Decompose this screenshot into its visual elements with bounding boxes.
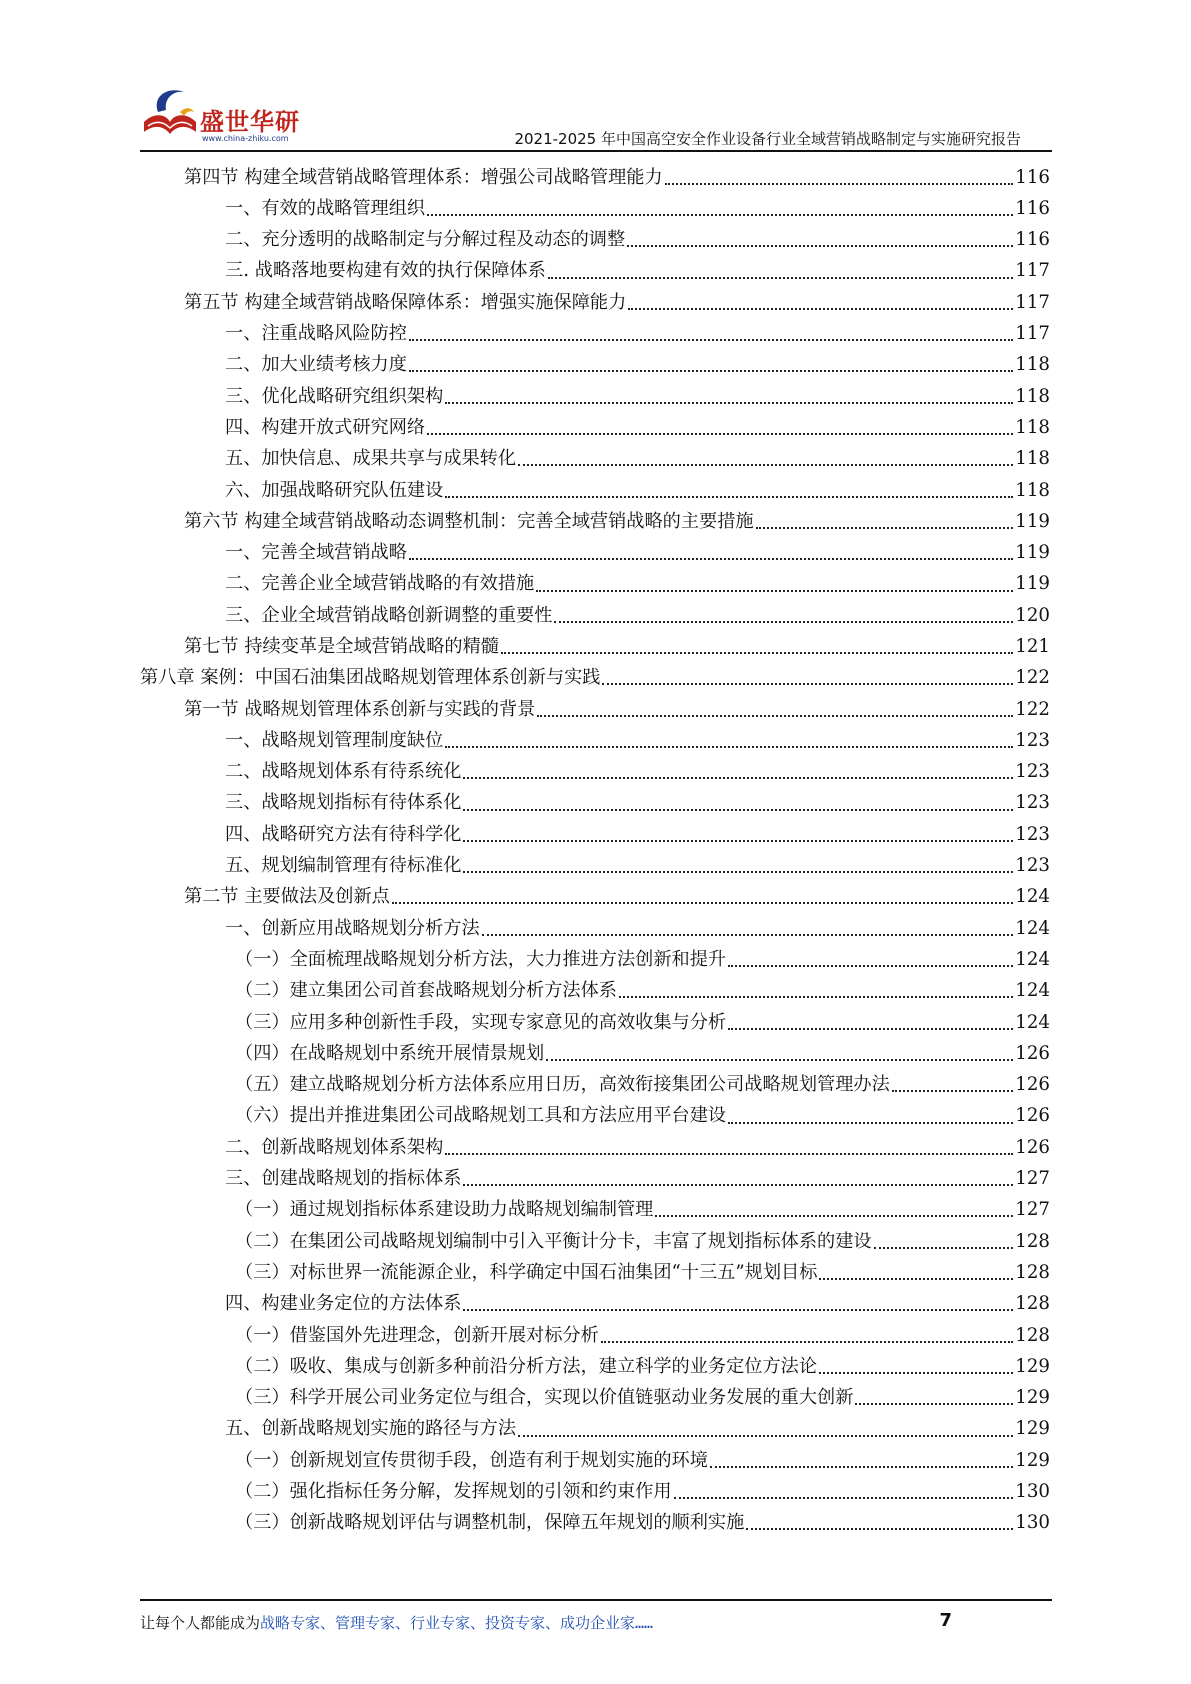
toc-dot-leader: [445, 1153, 1013, 1155]
toc-entry[interactable]: [140, 569, 1050, 600]
toc-entry[interactable]: [140, 444, 1050, 475]
toc-entry[interactable]: [140, 256, 1050, 287]
toc-entry[interactable]: [140, 1508, 1050, 1539]
toc-entry[interactable]: [140, 506, 1050, 537]
toc-dot-leader: [627, 245, 1013, 247]
toc-entry-page: 124: [1015, 980, 1050, 1002]
toc-entry-label: 一、完善全域营销战略: [225, 542, 407, 564]
page-number: 7: [939, 1610, 952, 1631]
toc-dot-leader: [728, 1028, 1013, 1030]
toc-entry[interactable]: [140, 1226, 1050, 1257]
toc-entry[interactable]: [140, 1320, 1050, 1351]
toc-dot-leader: [463, 871, 1013, 873]
toc-entry-page: 127: [1015, 1168, 1050, 1190]
toc-entry-label: 第六节 构建全域营销战略动态调整机制：完善全域营销战略的主要措施: [184, 510, 754, 532]
toc-entry[interactable]: [140, 1132, 1050, 1163]
toc-entry-page: 130: [1015, 1481, 1050, 1503]
toc-entry-label: 三、企业全域营销战略创新调整的重要性: [225, 604, 553, 626]
toc-dot-leader: [602, 683, 1013, 685]
toc-dot-leader: [392, 902, 1013, 904]
toc-entry-label: 一、创新应用战略规划分析方法: [225, 917, 480, 939]
toc-entry[interactable]: [140, 381, 1050, 412]
toc-entry-page: 117: [1015, 291, 1050, 313]
toc-entry[interactable]: [140, 1445, 1050, 1476]
toc-dot-leader: [501, 652, 1013, 654]
toc-entry-page: 128: [1015, 1293, 1050, 1315]
toc-entry-label: 第七节 持续变革是全域营销战略的精髓: [184, 636, 499, 657]
toc-entry-page: 123: [1015, 729, 1050, 751]
brand-logo: [140, 82, 320, 152]
toc-entry[interactable]: [140, 788, 1050, 819]
toc-dot-leader: [819, 1278, 1013, 1280]
toc-entry-label: （二）吸收、集成与创新多种前沿分析方法，建立科学的业务定位方法论: [235, 1355, 818, 1377]
toc-entry-page: 129: [1015, 1418, 1050, 1440]
toc-entry[interactable]: [140, 944, 1050, 975]
toc-dot-leader: [674, 1497, 1014, 1499]
toc-entry[interactable]: [140, 1476, 1050, 1507]
toc-entry-page: 124: [1015, 1011, 1050, 1033]
toc-entry-label: 第二节 主要做法及创新点: [184, 886, 390, 908]
toc-dot-leader: [855, 1403, 1013, 1405]
toc-entry-page: 124: [1015, 886, 1050, 908]
toc-dot-leader: [518, 464, 1013, 466]
toc-dot-leader: [445, 496, 1013, 498]
toc-entry-page: 126: [1015, 1042, 1050, 1064]
toc-entry-label: 五、加快信息、成果共享与成果转化: [225, 448, 517, 470]
toc-entry[interactable]: [140, 694, 1050, 725]
toc-entry-label: （二）建立集团公司首套战略规划分析方法体系: [235, 980, 617, 1002]
toc-entry-page: 121: [1015, 636, 1050, 657]
toc-dot-leader: [746, 1528, 1013, 1530]
toc-entry-label: 二、充分透明的战略制定与分解过程及动态的调整: [225, 229, 626, 251]
toc-entry-page: 118: [1015, 416, 1050, 438]
toc-entry[interactable]: [140, 318, 1050, 349]
toc-entry-page: 118: [1015, 448, 1050, 470]
toc-entry-label: （一）通过规划指标体系建设助力战略规划编制管理: [235, 1199, 654, 1221]
toc-entry-page: 120: [1015, 604, 1050, 626]
table-of-contents: [140, 162, 1050, 1539]
toc-dot-leader: [463, 777, 1013, 779]
toc-entry-label: （一）全面梳理战略规划分析方法，大力推进方法创新和提升: [235, 948, 727, 970]
toc-dot-leader: [728, 965, 1013, 967]
toc-entry-page: 116: [1015, 197, 1050, 219]
toc-entry-label: 第八章 案例：中国石油集团战略规划管理体系创新与实践: [140, 667, 601, 689]
slogan-highlight: 战略专家、管理专家、行业专家、投资专家、成功企业家……: [260, 1614, 654, 1632]
toc-dot-leader: [463, 840, 1013, 842]
toc-entry-label: 五、创新战略规划实施的路径与方法: [225, 1418, 517, 1440]
toc-dot-leader: [665, 183, 1014, 185]
toc-entry-page: 118: [1015, 385, 1050, 407]
toc-entry[interactable]: [140, 819, 1050, 850]
toc-entry[interactable]: [140, 725, 1050, 756]
toc-entry-label: 二、战略规划体系有待系统化: [225, 761, 462, 783]
toc-entry-page: 118: [1015, 354, 1050, 376]
toc-entry-page: 124: [1015, 948, 1050, 970]
toc-entry-page: 128: [1015, 1230, 1050, 1252]
toc-entry[interactable]: [140, 976, 1050, 1007]
toc-entry-label: （二）强化指标任务分解，发挥规划的引领和约束作用: [235, 1481, 672, 1503]
toc-entry-label: 一、有效的战略管理组织: [225, 197, 426, 219]
toc-entry-label: 三、优化战略研究组织架构: [225, 385, 444, 407]
slogan-prefix: 让每个人都能成为: [140, 1614, 261, 1632]
toc-entry[interactable]: [140, 757, 1050, 788]
toc-entry-page: 122: [1015, 698, 1050, 720]
toc-dot-leader: [892, 1090, 1014, 1092]
page-footer: [140, 1610, 1052, 1640]
toc-entry-label: 三、创建战略规划的指标体系: [225, 1168, 462, 1190]
toc-entry[interactable]: [140, 1101, 1050, 1132]
toc-dot-leader: [536, 590, 1013, 592]
toc-dot-leader: [445, 746, 1013, 748]
toc-entry[interactable]: [140, 600, 1050, 631]
toc-entry-page: 123: [1015, 823, 1050, 845]
toc-dot-leader: [427, 433, 1013, 435]
toc-entry-label: 第四节 构建全域营销战略管理体系：增强公司战略管理能力: [184, 166, 663, 188]
toc-entry-page: 129: [1015, 1449, 1050, 1471]
toc-dot-leader: [756, 527, 1014, 529]
toc-entry[interactable]: [140, 1007, 1050, 1038]
toc-dot-leader: [655, 1215, 1013, 1217]
toc-entry[interactable]: [140, 1195, 1050, 1226]
toc-entry-label: 五、规划编制管理有待标准化: [225, 855, 462, 877]
toc-dot-leader: [409, 339, 1013, 341]
toc-entry-page: 119: [1015, 573, 1050, 595]
toc-entry[interactable]: [140, 913, 1050, 944]
toc-entry[interactable]: [140, 193, 1050, 224]
toc-entry-page: 129: [1015, 1355, 1050, 1377]
book-logo-icon: [140, 82, 200, 144]
toc-dot-leader: [819, 1372, 1013, 1374]
toc-entry-page: 119: [1015, 542, 1050, 564]
brand-url: www.china-zhiku.com: [202, 134, 289, 143]
toc-entry-label: （一）创新规划宣传贯彻手段，创造有利于规划实施的环境: [235, 1449, 708, 1471]
toc-entry[interactable]: [140, 882, 1050, 913]
toc-dot-leader: [728, 1122, 1013, 1124]
toc-entry-label: （一）借鉴国外先进理念，创新开展对标分析: [235, 1324, 599, 1346]
footer-slogan: [140, 1612, 653, 1633]
toc-entry-page: 126: [1015, 1136, 1050, 1158]
toc-entry[interactable]: [140, 1414, 1050, 1445]
toc-entry-page: 123: [1015, 792, 1050, 814]
toc-entry[interactable]: [140, 1289, 1050, 1320]
brand-name: 盛世华研: [200, 108, 300, 136]
toc-entry-page: 123: [1015, 761, 1050, 783]
toc-entry[interactable]: [140, 350, 1050, 381]
toc-dot-leader: [710, 1466, 1013, 1468]
toc-dot-leader: [601, 1341, 1014, 1343]
toc-entry-page: 119: [1015, 510, 1050, 532]
toc-entry-page: 126: [1015, 1105, 1050, 1127]
toc-entry[interactable]: [140, 225, 1050, 256]
toc-dot-leader: [482, 934, 1014, 936]
toc-entry[interactable]: [140, 162, 1050, 193]
toc-dot-leader: [427, 214, 1013, 216]
toc-entry[interactable]: [140, 1351, 1050, 1382]
toc-dot-leader: [463, 1184, 1013, 1186]
report-title: 2021-2025 年中国高空安全作业设备行业全域营销战略制定与实施研究报告: [514, 130, 1021, 148]
toc-entry-page: 124: [1015, 917, 1050, 939]
toc-dot-leader: [874, 1247, 1014, 1249]
toc-entry-label: （二）在集团公司战略规划编制中引入平衡计分卡，丰富了规划指标体系的建设: [235, 1230, 872, 1252]
header-divider: [140, 150, 1052, 152]
toc-entry[interactable]: [140, 1383, 1050, 1414]
toc-entry-label: 第一节 战略规划管理体系创新与实践的背景: [184, 698, 536, 720]
toc-dot-leader: [619, 996, 1013, 998]
toc-entry-page: 126: [1015, 1074, 1050, 1096]
toc-entry-label: 六、加强战略研究队伍建设: [225, 479, 444, 501]
toc-entry-label: 第五节 构建全域营销战略保障体系：增强实施保障能力: [184, 291, 627, 313]
toc-entry-label: 四、战略研究方法有待科学化: [225, 823, 462, 845]
toc-dot-leader: [463, 1309, 1013, 1311]
toc-entry-label: 四、构建业务定位的方法体系: [225, 1293, 462, 1315]
toc-entry[interactable]: [140, 538, 1050, 569]
toc-entry-page: 130: [1015, 1512, 1050, 1534]
toc-entry[interactable]: [140, 631, 1050, 662]
toc-dot-leader: [409, 370, 1013, 372]
toc-entry-page: 117: [1015, 323, 1050, 345]
toc-entry-label: 一、战略规划管理制度缺位: [225, 729, 444, 751]
toc-entry-label: （四）在战略规划中系统开展情景规划: [235, 1042, 545, 1064]
toc-entry-page: 129: [1015, 1387, 1050, 1409]
toc-entry-page: 128: [1015, 1261, 1050, 1283]
toc-entry-label: 一、注重战略风险防控: [225, 323, 407, 345]
toc-entry-page: 117: [1015, 260, 1050, 282]
toc-entry-label: （六）提出并推进集团公司战略规划工具和方法应用平台建设: [235, 1105, 727, 1127]
toc-dot-leader: [463, 809, 1013, 811]
toc-dot-leader: [554, 621, 1013, 623]
toc-entry-page: 116: [1015, 229, 1050, 251]
toc-entry-label: 二、创新战略规划体系架构: [225, 1136, 444, 1158]
toc-entry-label: （三）创新战略规划评估与调整机制，保障五年规划的顺利实施: [235, 1512, 745, 1534]
toc-entry-label: 三. 战略落地要构建有效的执行保障体系: [225, 260, 546, 282]
toc-dot-leader: [548, 277, 1014, 279]
toc-entry-page: 127: [1015, 1199, 1050, 1221]
toc-entry[interactable]: [140, 1038, 1050, 1069]
toc-entry[interactable]: [140, 1070, 1050, 1101]
toc-dot-leader: [409, 558, 1013, 560]
toc-entry-label: 二、完善企业全域营销战略的有效措施: [225, 573, 535, 595]
toc-entry-label: 二、加大业绩考核力度: [225, 354, 407, 376]
toc-entry[interactable]: [140, 1164, 1050, 1195]
toc-entry-label: 四、构建开放式研究网络: [225, 416, 426, 438]
toc-entry-label: （三）应用多种创新性手段，实现专家意见的高效收集与分析: [235, 1011, 727, 1033]
toc-dot-leader: [537, 715, 1013, 717]
toc-entry[interactable]: [140, 412, 1050, 443]
toc-entry-page: 128: [1015, 1324, 1050, 1346]
toc-entry[interactable]: [140, 663, 1050, 694]
toc-entry-label: （三）对标世界一流能源企业，科学确定中国石油集团“十三五”规划目标: [235, 1261, 818, 1283]
toc-entry-label: （三）科学开展公司业务定位与组合，实现以价值链驱动业务发展的重大创新: [235, 1387, 854, 1409]
toc-entry[interactable]: [140, 1257, 1050, 1288]
toc-entry-label: （五）建立战略规划分析方法体系应用日历，高效衔接集团公司战略规划管理办法: [235, 1074, 890, 1096]
toc-entry-page: 118: [1015, 479, 1050, 501]
toc-entry-page: 122: [1015, 667, 1050, 689]
toc-dot-leader: [518, 1435, 1013, 1437]
toc-dot-leader: [546, 1059, 1013, 1061]
toc-entry-label: 三、战略规划指标有待体系化: [225, 792, 462, 814]
toc-entry[interactable]: [140, 287, 1050, 318]
toc-dot-leader: [445, 402, 1013, 404]
toc-dot-leader: [628, 308, 1013, 310]
toc-entry[interactable]: [140, 475, 1050, 506]
footer-divider: [140, 1599, 1052, 1601]
toc-entry-page: 116: [1015, 166, 1050, 188]
page-header: [0, 0, 1191, 150]
toc-entry[interactable]: [140, 851, 1050, 882]
toc-entry-page: 123: [1015, 855, 1050, 877]
